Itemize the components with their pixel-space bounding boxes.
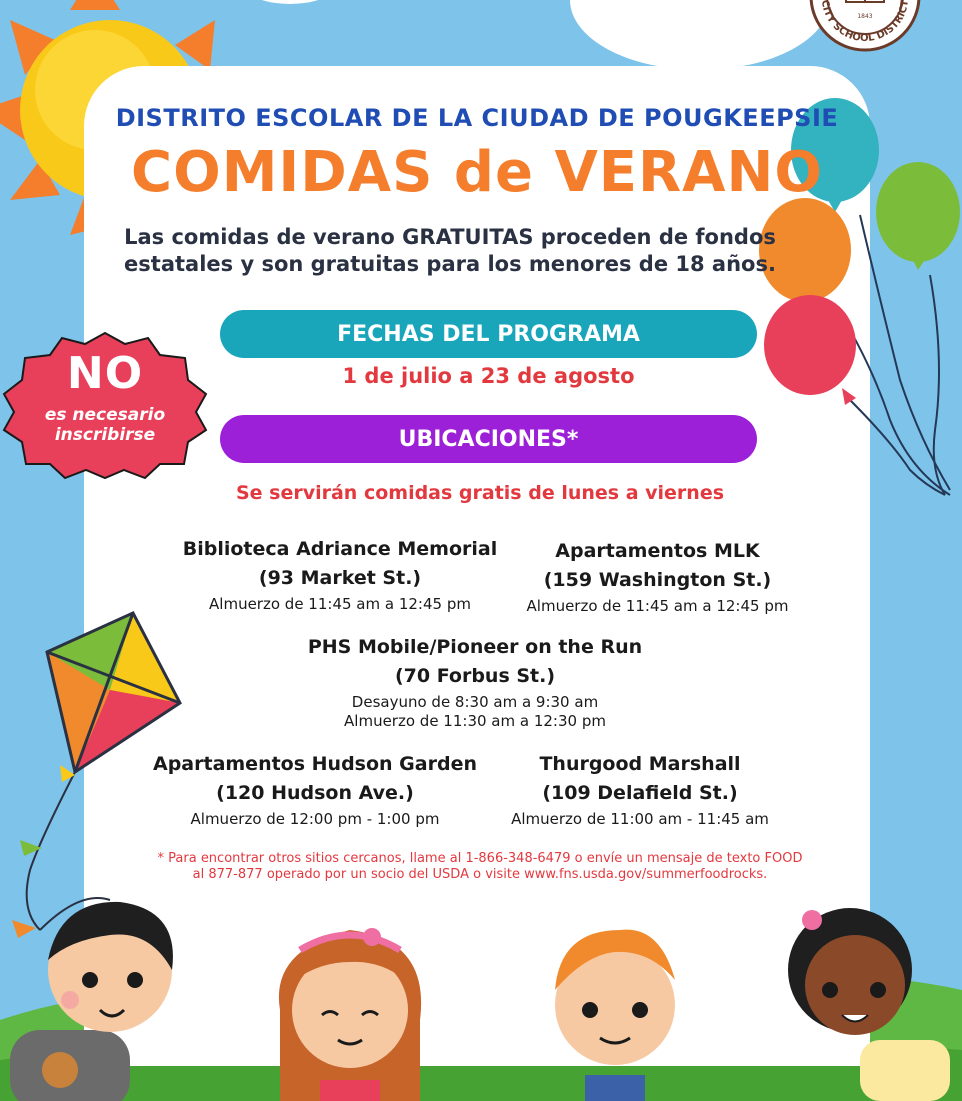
seal-year: 1843 [857,13,873,20]
location-time: Almuerzo de 11:00 am - 11:45 am [511,810,769,828]
badge-line1: es necesario [44,405,166,425]
badge-no-text: NO [66,348,144,399]
location-time: Almuerzo de 11:45 am a 12:45 pm [209,595,471,613]
location-name: Biblioteca Adriance Memorial [182,538,498,560]
location-item [160,535,520,614]
location-name: Thurgood Marshall [539,753,741,775]
location-item [500,537,815,616]
footnote: * Para encontrar otros sitios cercanos, llame al 1-866-348-6479 o envíe un mensaje de texto FOOD al 877-877 operado por un socio del USDA o visite www.fns.usda.gov/summerfoodrocks. [157,851,803,882]
program-dates-heading: FECHAS DEL PROGRAMA [220,310,757,358]
location-name: Apartamentos MLK [555,540,760,562]
location-time: Almuerzo de 12:00 pm - 1:00 pm [190,810,440,828]
badge-line2: inscribirse [54,425,156,445]
location-address: (159 Washington St.) [543,569,772,591]
location-time: Almuerzo de 11:45 am a 12:45 pm [526,597,789,615]
location-item [490,750,790,829]
locations-heading: UBICACIONES* [220,415,757,463]
child-figure [279,928,421,1101]
district-name: DISTRITO ESCOLAR DE LA CIUDAD DE POUGKEEPSIE [115,104,839,132]
badge-subtext [8,405,202,445]
location-address: (70 Forbus St.) [394,665,556,687]
child-figure [10,902,173,1101]
location-name: PHS Mobile/Pioneer on the Run [307,636,643,658]
seal-arc-text: CITY SCHOOL DISTRICT [818,0,912,45]
location-address: (120 Hudson Ave.) [216,782,414,804]
location-time: Almuerzo de 11:30 am a 12:30 pm [344,712,606,730]
program-dates: 1 de julio a 23 de agosto [342,364,635,388]
location-name: Apartamentos Hudson Garden [152,753,477,775]
child-figure [555,930,675,1101]
location-item [130,750,500,829]
served-note: Se servirán comidas gratis de lunes a viernes [235,482,725,504]
location-address: (93 Market St.) [258,567,422,589]
intro-text: Las comidas de verano GRATUITAS proceden de fondos estatales y son gratuitas para los menores de 18 años. [124,225,776,276]
children-illustration [0,890,962,1101]
page-title: COMIDAS de VERANO [130,140,823,205]
location-address: (109 Delafield St.) [542,782,738,804]
location-item [250,633,700,731]
location-time: Desayuno de 8:30 am a 9:30 am [351,693,599,711]
seal-logo [808,0,922,58]
child-figure [788,908,950,1101]
